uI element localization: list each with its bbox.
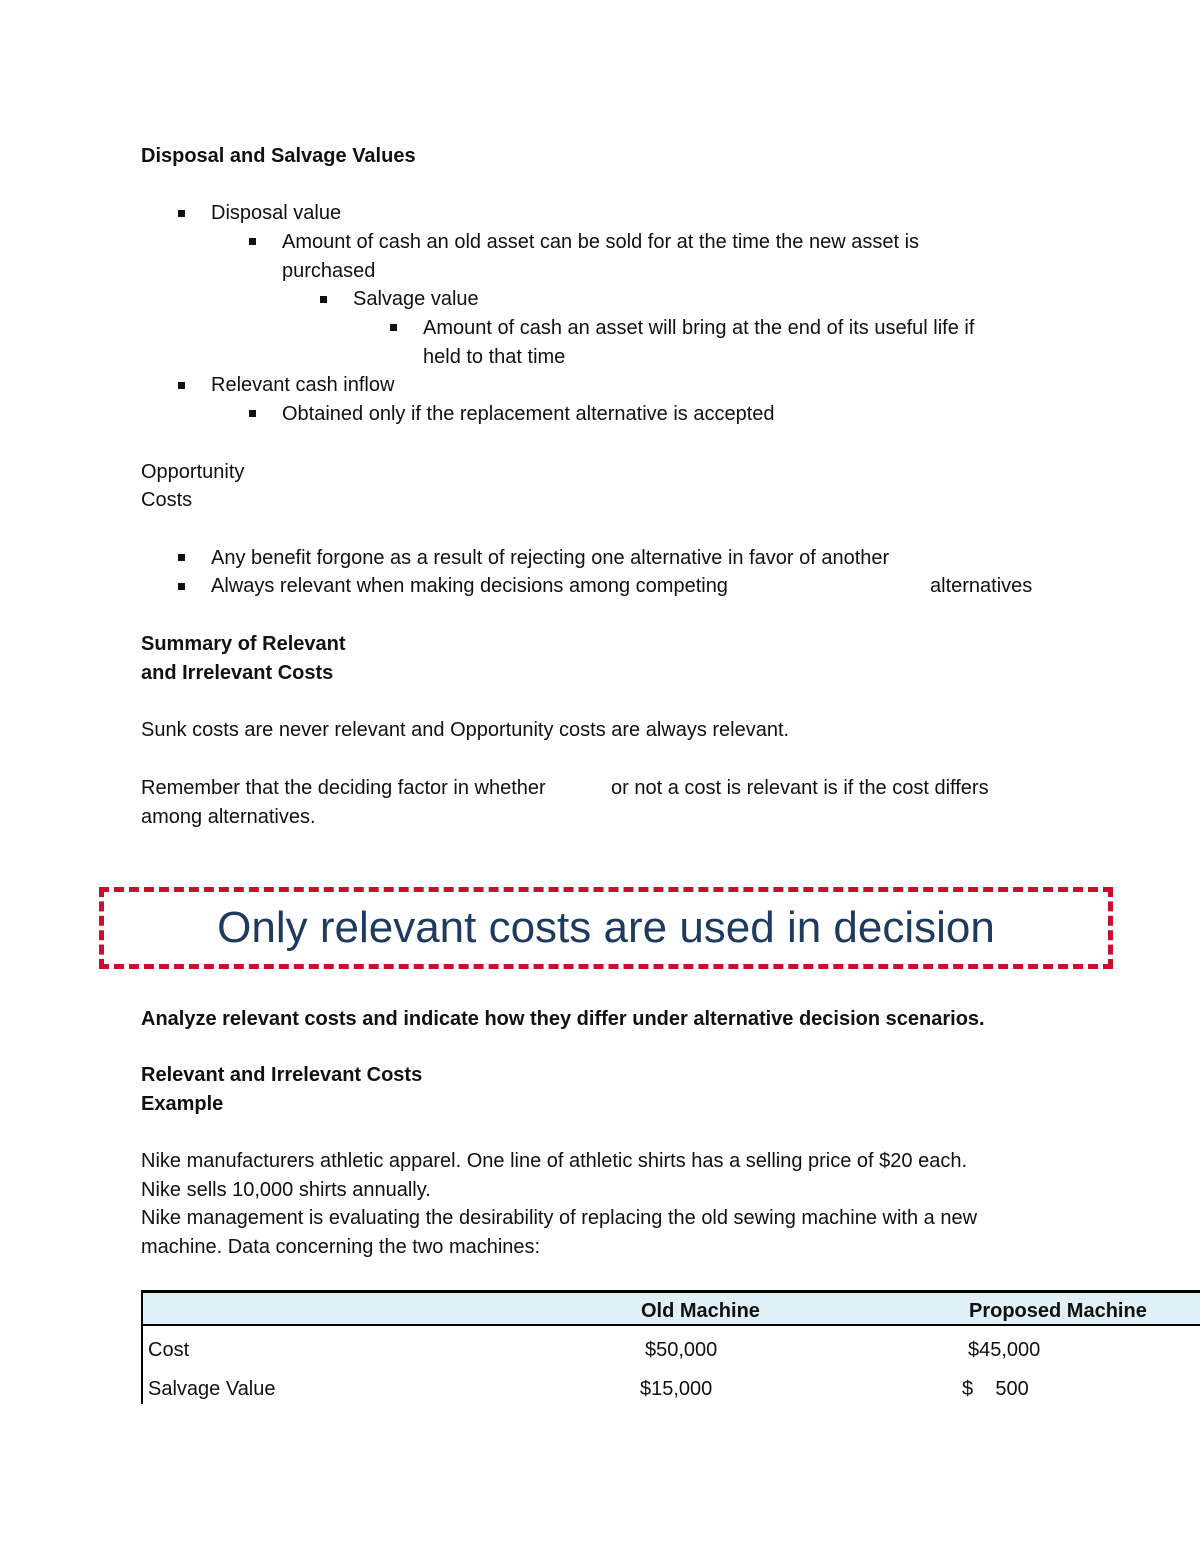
example-title-2: Example (141, 1093, 224, 1115)
section-title-disposal: Disposal and Salvage Values (141, 145, 416, 167)
callout-text: Only relevant costs are used in decision (217, 903, 995, 952)
bullet-disposal-def-2: purchased (282, 260, 376, 282)
nike-line-1: Nike manufacturers athletic apparel. One line of athletic shirts has a selling price of $20 each. (141, 1150, 967, 1172)
table-header-row (141, 1290, 1200, 1326)
bullet-marker (178, 210, 185, 217)
table-header-proposed-machine: Proposed Machine (969, 1300, 1147, 1322)
table-row-label-cost: Cost (148, 1339, 190, 1361)
bullet-disposal-value: Disposal value (211, 202, 342, 224)
table-left-border (141, 1326, 143, 1404)
table-row-label-salvage: Salvage Value (148, 1378, 276, 1400)
bullet-marker (320, 296, 327, 303)
section-title-opportunity-2: Costs (141, 489, 193, 511)
summary-paragraph-1: Sunk costs are never relevant and Opportunity costs are always relevant. (141, 719, 790, 741)
nike-line-3: Nike management is evaluating the desirability of replacing the old sewing machine with a new (141, 1207, 978, 1229)
bullet-salvage-def-2: held to that time (423, 346, 566, 368)
bullet-salvage-def-1: Amount of cash an asset will bring at the end of its useful life if (423, 317, 975, 339)
bullet-marker (178, 583, 185, 590)
bullet-obtained-only: Obtained only if the replacement alternative is accepted (282, 403, 775, 425)
summary-paragraph-2c: among alternatives. (141, 806, 316, 828)
bullet-marker (178, 554, 185, 561)
bullet-marker (249, 238, 256, 245)
section-title-summary-2: and Irrelevant Costs (141, 662, 334, 684)
bullet-marker (178, 382, 185, 389)
table-header-old-machine: Old Machine (641, 1300, 760, 1322)
table-cell-salvage-proposed: $ 500 (962, 1378, 1029, 1400)
section-title-opportunity-1: Opportunity (141, 461, 245, 483)
summary-paragraph-2b: or not a cost is relevant is if the cost differs (611, 777, 989, 799)
bullet-marker (390, 324, 397, 331)
bullet-salvage-value: Salvage value (353, 288, 479, 310)
table-cell-cost-proposed: $45,000 (968, 1339, 1041, 1361)
nike-line-4: machine. Data concerning the two machines: (141, 1236, 541, 1258)
bullet-always-relevant-tail: alternatives (930, 575, 1033, 597)
callout-box (99, 887, 1113, 969)
bullet-marker (249, 410, 256, 417)
table-cell-salvage-old: $15,000 (640, 1378, 713, 1400)
bullet-relevant-cash-inflow: Relevant cash inflow (211, 374, 395, 396)
summary-paragraph-2a: Remember that the deciding factor in whether (141, 777, 546, 799)
bullet-benefit-forgone: Any benefit forgone as a result of rejecting one alternative in favor of another (211, 547, 890, 569)
nike-line-2: Nike sells 10,000 shirts annually. (141, 1179, 431, 1201)
example-title-1: Relevant and Irrelevant Costs (141, 1064, 423, 1086)
analyze-heading: Analyze relevant costs and indicate how they differ under alternative decision scenarios. (141, 1008, 985, 1030)
table-cell-cost-old: $50,000 (645, 1339, 718, 1361)
bullet-disposal-def-1: Amount of cash an old asset can be sold for at the time the new asset is (282, 231, 920, 253)
bullet-always-relevant: Always relevant when making decisions among competing (211, 575, 728, 597)
section-title-summary-1: Summary of Relevant (141, 633, 346, 655)
